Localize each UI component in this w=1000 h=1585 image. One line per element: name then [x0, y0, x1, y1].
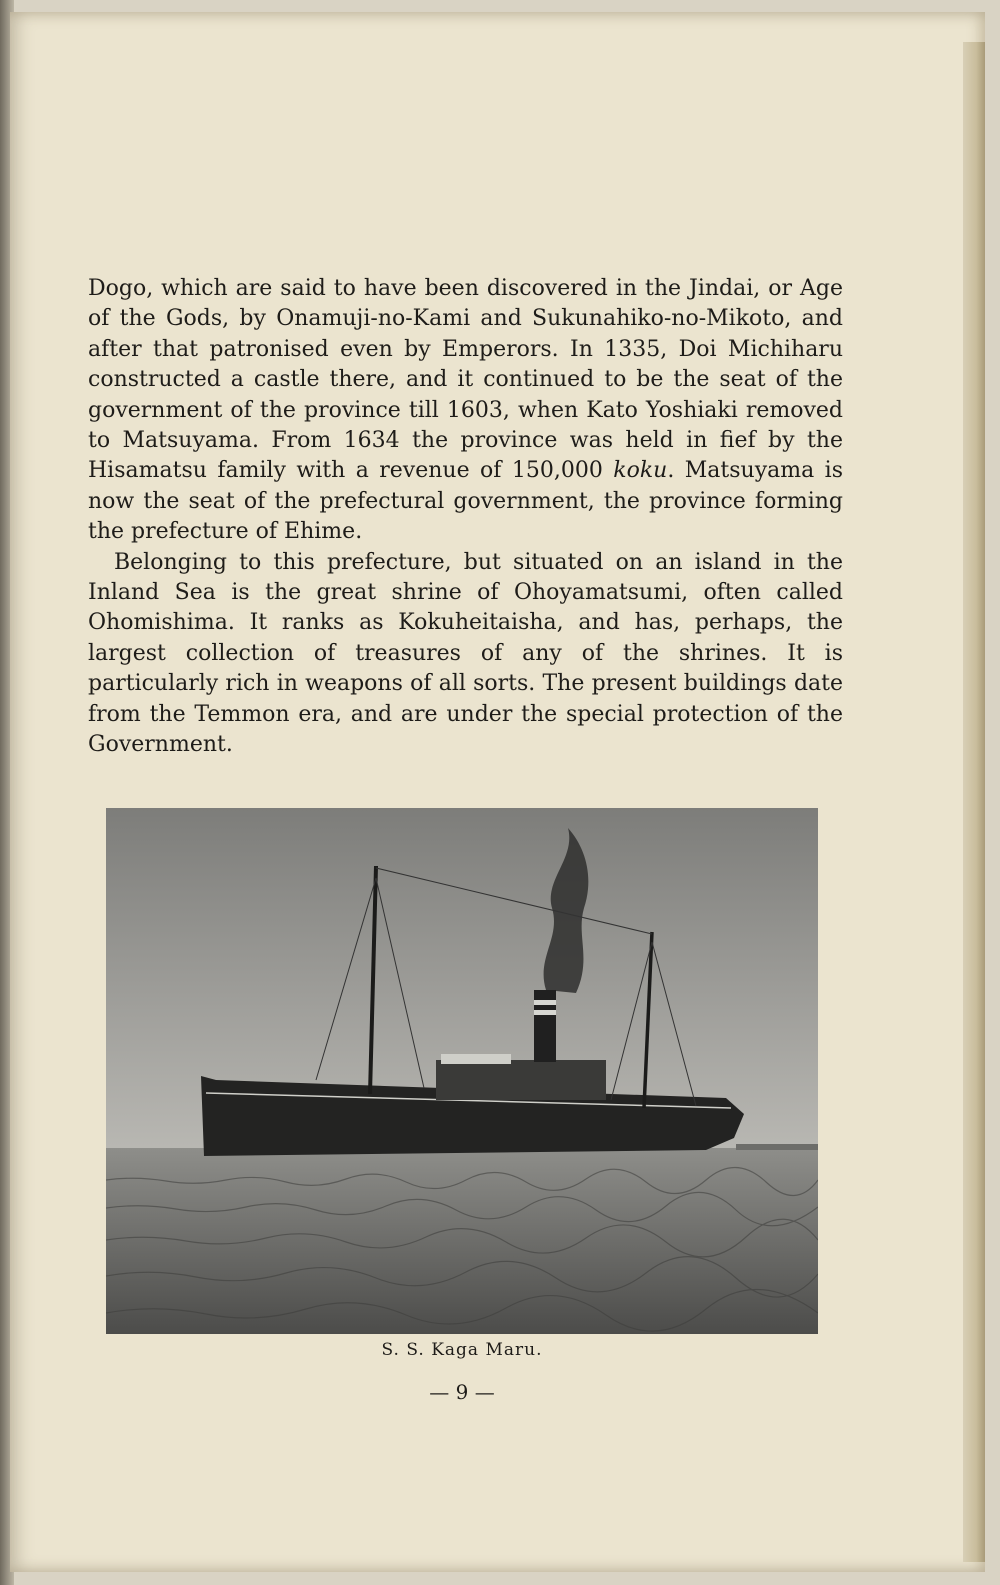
- paragraph-2: [88, 548, 843, 761]
- ship-superstructure: [436, 1060, 606, 1100]
- ship-photograph: [106, 808, 818, 1334]
- paragraph-1-italic-term: koku: [613, 458, 668, 484]
- ship-bridge: [441, 1054, 511, 1064]
- ship-photo-illustration: [106, 808, 818, 1334]
- paragraph-1-part-3: . Matsuyama is now the seat of the prefectural government, the province forming the prefecture of Ehime.: [88, 458, 843, 545]
- paragraph-1-part-1: Dogo, which are said to have been discovered in the Jindai, or Age of the Gods, by Onamuji-no-Kami and Sukunahiko-no-Mikoto, and after that patronised even by Emperors. In 1335, Doi Michiharu constructed a castle there, and it continued to be the seat of the government of the province till 1603, when Kato Yoshiaki removed to Matsuyama. From 1634 the province was held in fief by the Hisamatsu family with a revenue of 150,000: [88, 276, 843, 484]
- funnel-band-2: [534, 1010, 556, 1015]
- body-text: [88, 274, 843, 761]
- photo-caption: S. S. Kaga Maru.: [381, 1340, 543, 1360]
- paragraph-2-text: Belonging to this prefecture, but situated on an island in the Inland Sea is the great shrine of Ohoyamatsumi, often called Ohomishima. It ranks as Kokuheitaisha, and has, perhaps, the largest collection of treasures of any of the shrines. It is particularly rich in weapons of all sorts. The present buildings date from the Temmon era, and are under the special protection of the Government.: [88, 549, 843, 758]
- book-page: [10, 12, 985, 1572]
- paragraph-1: [88, 274, 843, 548]
- page-edge: [963, 42, 985, 1562]
- funnel-band-1: [534, 1000, 556, 1005]
- distant-shore: [736, 1144, 818, 1150]
- page-number: — 9 —: [429, 1380, 495, 1404]
